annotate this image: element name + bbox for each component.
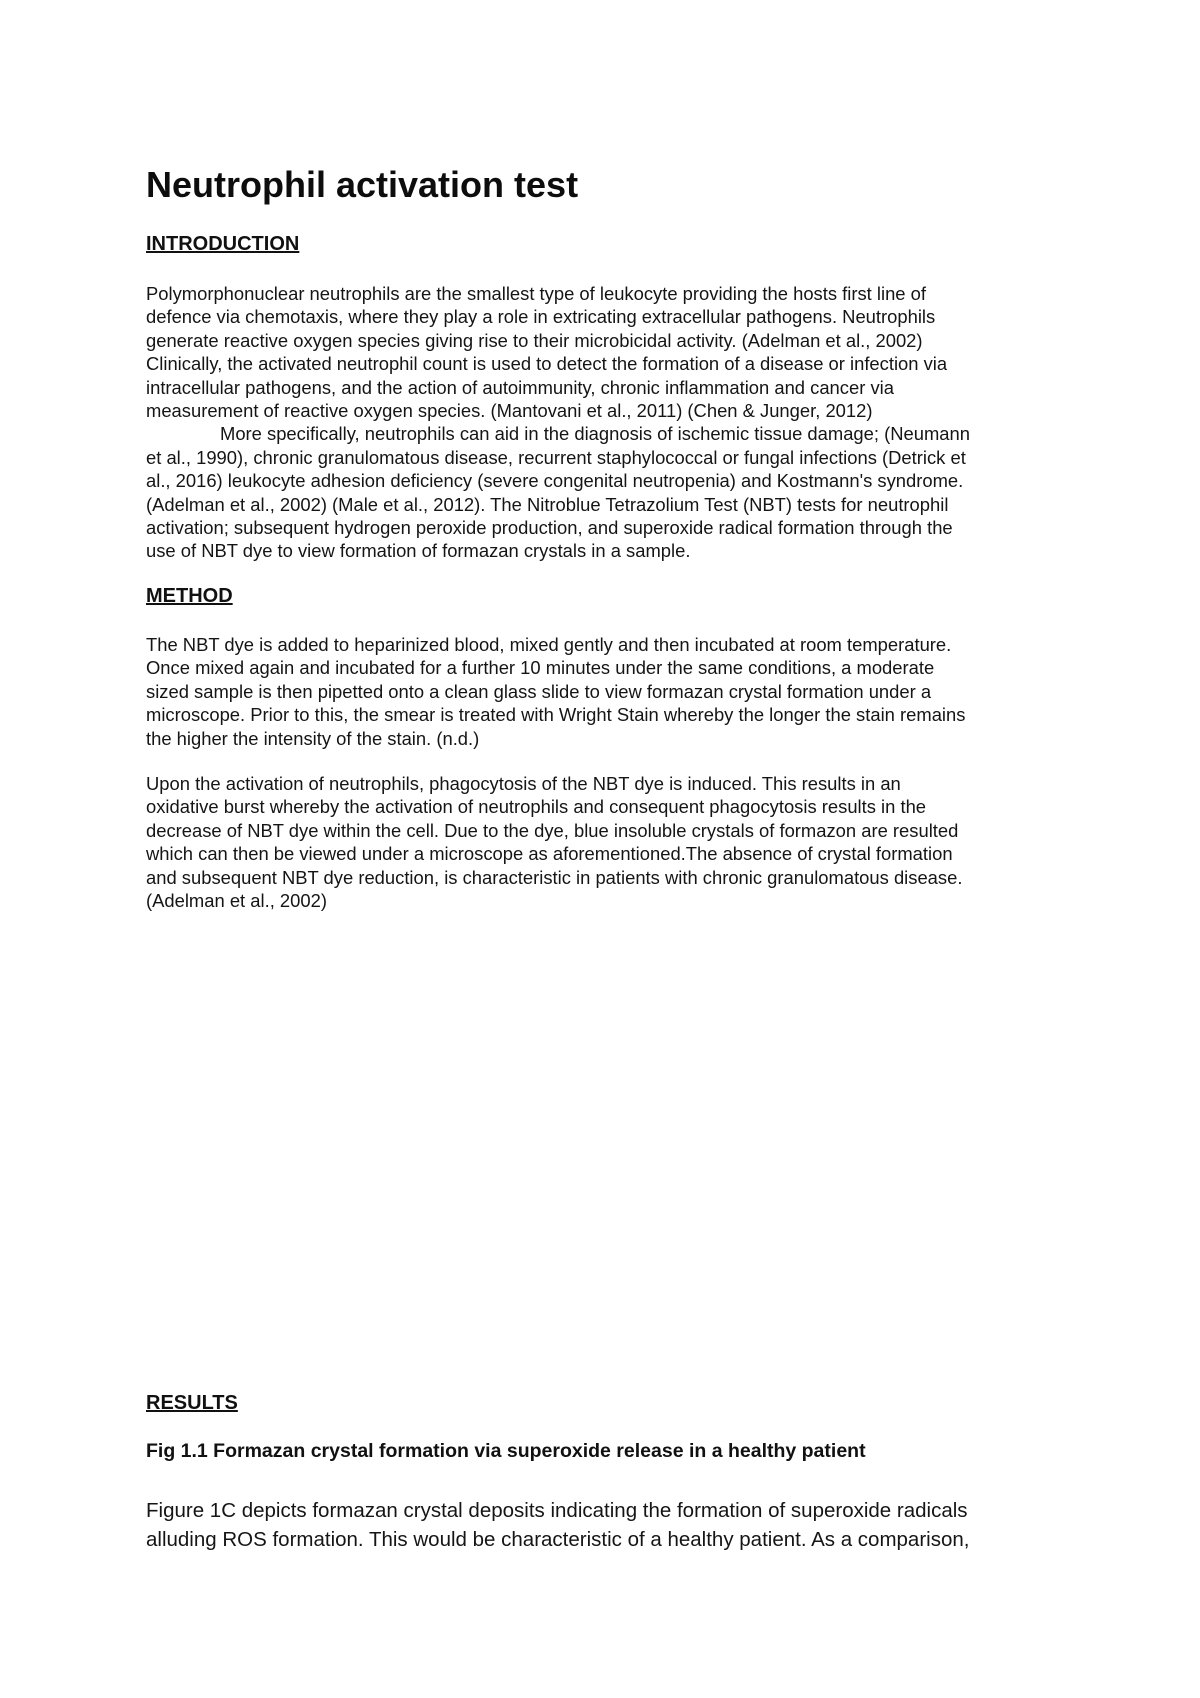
paragraph-line: al., 2016) leukocyte adhesion deficiency (severe congenital neutropenia) and Kostmann's syndrome. — [146, 470, 964, 492]
paragraph-line: measurement of reactive oxygen species. (Mantovani et al., 2011) (Chen & Junger, 2012) — [146, 400, 873, 422]
paragraph-line: generate reactive oxygen species giving rise to their microbicidal activity. (Adelman et al., 2002) — [146, 329, 923, 351]
results-heading: RESULTS — [146, 1392, 238, 1414]
paragraph-line: sized sample is then pipetted onto a clean glass slide to view formazan crystal formation under a — [146, 680, 932, 702]
paragraph-line: Clinically, the activated neutrophil count is used to detect the formation of a disease or infection via — [146, 353, 948, 375]
figure-caption: Fig 1.1 Formazan crystal formation via superoxide release in a healthy patient — [146, 1440, 866, 1462]
paragraph-line: decrease of NBT dye within the cell. Due to the dye, blue insoluble crystals of formazon are resulted — [146, 819, 959, 841]
paragraph-line: Once mixed again and incubated for a further 10 minutes under the same conditions, a moderate — [146, 657, 935, 679]
paragraph-line: oxidative burst whereby the activation of neutrophils and consequent phagocytosis results in the — [146, 796, 927, 818]
paragraph-line: the higher the intensity of the stain. (n.d.) — [146, 727, 480, 749]
introduction-paragraph — [146, 282, 1066, 563]
paragraph-line: (Adelman et al., 2002) — [146, 890, 327, 912]
paragraph-line: Figure 1C depicts formazan crystal deposits indicating the formation of superoxide radicals — [146, 1499, 968, 1522]
method-paragraph-1 — [146, 633, 1066, 750]
paragraph-line: The NBT dye is added to heparinized blood, mixed gently and then incubated at room temperature. — [146, 634, 952, 655]
paragraph-line: and subsequent NBT dye reduction, is characteristic in patients with chronic granulomatous disease. — [146, 866, 963, 888]
paragraph-line: intracellular pathogens, and the action of autoimmunity, chronic inflammation and cancer via — [146, 376, 894, 398]
paragraph-line: (Adelman et al., 2002) (Male et al., 2012). The Nitroblue Tetrazolium Test (NBT) tests for neutrophil — [146, 493, 949, 515]
paragraph-line: use of NBT dye to view formation of formazan crystals in a sample. — [146, 540, 691, 562]
paragraph-line: defence via chemotaxis, where they play a role in extricating extracellular pathogens. Neutrophils — [146, 306, 936, 328]
paragraph-line: Polymorphonuclear neutrophils are the smallest type of leukocyte providing the hosts first line of — [146, 283, 926, 304]
document-title: Neutrophil activation test — [146, 164, 579, 205]
paragraph-line: which can then be viewed under a microscope as aforementioned.The absence of crystal formation — [146, 843, 953, 865]
paragraph-line: microscope. Prior to this, the smear is treated with Wright Stain whereby the longer the stain remains — [146, 704, 966, 726]
method-heading: METHOD — [146, 585, 233, 607]
paragraph-line: alluding ROS formation. This would be characteristic of a healthy patient. As a comparison, — [146, 1528, 970, 1551]
paragraph-line: et al., 1990), chronic granulomatous disease, recurrent staphylococcal or fungal infections (Detrick et — [146, 446, 966, 468]
paragraph-line: activation; subsequent hydrogen peroxide production, and superoxide radical formation through the — [146, 517, 953, 539]
results-paragraph — [146, 1496, 1066, 1554]
paragraph-line: Upon the activation of neutrophils, phagocytosis of the NBT dye is induced. This results in an — [146, 773, 901, 794]
introduction-heading: INTRODUCTION — [146, 233, 300, 255]
paragraph-line: More specifically, neutrophils can aid in the diagnosis of ischemic tissue damage; (Neumann — [220, 423, 970, 445]
method-paragraph-2 — [146, 772, 1066, 912]
